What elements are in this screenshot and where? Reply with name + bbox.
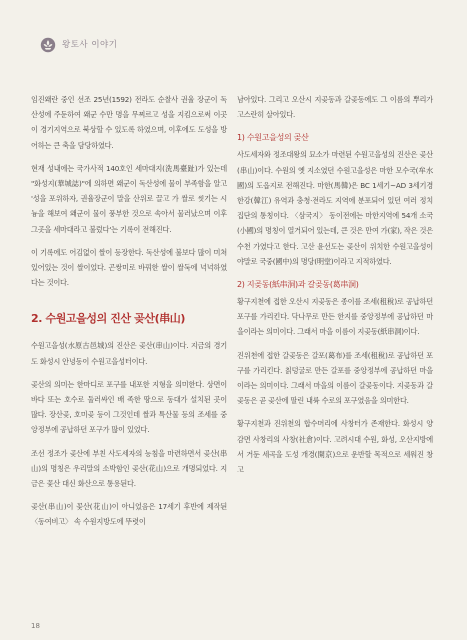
paragraph: 현재 성내에는 국가사적 140호인 세마대지(洗馬臺趾)가 있는데 "화성지(華城誌)"에 의하면 왜군이 독산성에 물이 부족함을 알고 '성을 포위하자, 권율장군이 말을 산위로 끌고 가 쌀로 씻기는 시늉을 해보여 왜군이 물이 풍부한 것으로 속아서 물러났으며 이후 그곳을 세마대라고 불렀다'는 기록이 전해진다. — [31, 163, 227, 234]
paragraph: 수원고을성(水原古邑城)의 진산은 곶산(串山)이다. 지금의 경기도 화성시 안녕동이 수원고을성터이다. — [31, 341, 227, 366]
paragraph: 남아있다. 그리고 오산시 지곶동과 갈곶동에도 그 이름의 뿌리가 고스란히 살아있다. — [237, 95, 433, 120]
paragraph: 곶산(串山)이 꽃산(花山)이 아니었음은 17세기 후반에 제작된 〈동여비고〉 속 수원지방도에 뚜렷이 — [31, 502, 227, 527]
page-header — [0, 0, 467, 70]
paragraph: 사도세자와 정조대왕의 묘소가 마련된 수원고을성의 진산은 곶산(串山)이다. 수원의 옛 지소였던 수원고을성은 마한 모수국(牟水國)의 도읍지로 전해진다. 마한(馬韓)은 BC 1세기~AD 3세기경 한강(韓江) 유역과 충청·전라도 지역에 분포되어 있던 여러 정치 집단의 통칭이다. 〈삼국지〉 동이전에는 마한지역에 54개 소국(小國)의 명칭이 열거되어 있는데, 큰 것은 만여 가(家), 작은 것은 수천 가였다고 한다. 고산 윤선도는 곶산이 위치한 수원고을성이야말로 국중(國中)의 명당(明堂)이라고 지적하였다. — [237, 150, 433, 266]
right-column — [237, 92, 433, 485]
paragraph: 황구지천에 접한 오산시 지곶동은 종이를 조세(租稅)로 공납하던 포구를 가리킨다. 닥나무로 만든 한지를 중앙정부에 공납하던 마을이라는 의미이다. 그래서 마을 이름이 지곶동(紙串洞)이다. — [237, 297, 433, 337]
subsection-heading: 1) 수원고을성의 곶산 — [237, 133, 309, 143]
paragraph: 이 기록에도 어김없이 쌀이 등장한다. 독산성에 불보다 많이 미쳐있어있는 것이 쌀이었다. 곤쌍미로 바꿔한 쌀이 쌀둑에 넉넉하였다는 것이다. — [31, 247, 227, 288]
page-number: 18 — [31, 622, 40, 630]
lotus-logo-icon — [40, 37, 56, 53]
subsection-heading: 2) 지곶동(紙串洞)과 갈곶동(葛串洞) — [237, 280, 359, 290]
header-title: 왕토사 이야기 — [62, 40, 118, 50]
paragraph: 황구지천과 진위천의 합수머리에 사창터가 존재한다. 화성시 양감면 사창리의 사창(社倉)이다. 고려시대 수원, 화성, 오산지방에서 거둔 세곡을 도성 개경(開京)으로 운반할 목적으로 세워진 창고 — [237, 419, 433, 475]
paragraph: 임진왜란 중인 선조 25년(1592) 전라도 순찰사 권율 장군이 독산성에 주둔하여 왜군 수만 명을 무찌르고 성을 지킴으로써 이곳이 경기지역으로 북상할 수 있도록 하였으며, 이후에도 도성을 방어하는 큰 축을 담당하였다. — [31, 95, 227, 150]
paragraph: 곶산의 의미는 한마디로 포구를 내포한 지형을 의미한다. 상면이 바다 또는 호수로 둘러싸인 배 족한 땅으로 동대가 설치된 곳이 많다. 장산곶, 호미곶 등이 그것인데 쌀과 특산물 등의 조세를 중앙정부에 공납하던 포구가 많이 있었다. — [31, 379, 227, 435]
paragraph: 조선 정조가 곶산에 부친 사도세자의 능침을 마련하면서 곶산(串山)의 명칭은 우리말의 소박함인 곶산(花山)으로 개명되었다. 지금은 꽃산 대신 화산으로 통용된다. — [31, 448, 227, 489]
section-heading: 2. 수원고을성의 진산 곶산(串山) — [31, 312, 186, 326]
left-column — [31, 92, 227, 538]
paragraph: 진위천에 접한 갈곶동은 갈포(葛布)를 조세(租稅)로 공납하던 포구를 가리킨다. 칡덩굴로 만든 갈포를 중앙정부에 공납하던 마을이라는 의미이다. 그래서 마을의 이름이 갈곶동이다. 지곶동과 갈곶동은 곧 곶산에 딸린 내륙 수로의 포구였음을 의미한다. — [237, 350, 433, 406]
